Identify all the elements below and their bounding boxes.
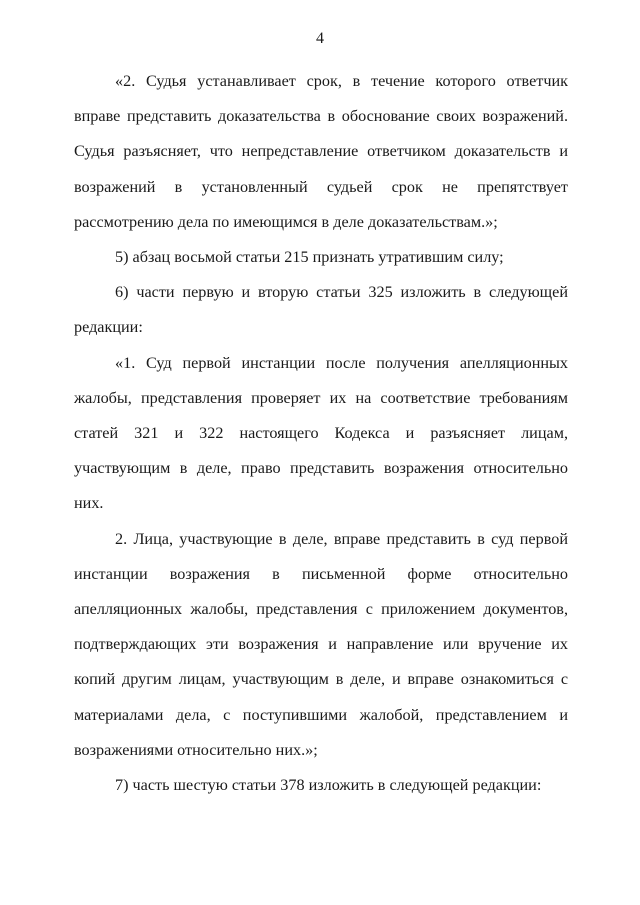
paragraph-item-5: 5) абзац восьмой статьи 215 признать утратившим силу; [115, 248, 504, 267]
paragraph-article-2-term: «2. Судья устанавливает срок, в течение которого ответчик вправе представить доказательства в обоснование своих возражений. Судья разъясняет, что непредставление ответчиком доказательств и возражений в установленный судьей срок не препятствует рассмотрению дела по имеющимся в деле доказательствам.»; [74, 72, 568, 231]
page-number: 4 [316, 30, 324, 47]
paragraph-part-1: «1. Суд первой инстанции после получения апелляционных жалобы, представления проверяет их на соответствие требованиям статей 321 и 322 настоящего Кодекса и разъясняет лицам, участвующим в деле, право представить возражения относительно них. [74, 353, 568, 513]
document-body [74, 64, 568, 803]
paragraph-item-6: 6) части первую и вторую статьи 325 изложить в следующей редакции: [74, 283, 568, 337]
paragraph-part-2: 2. Лица, участвующие в деле, вправе представить в суд первой инстанции возражения в письменной форме относительно апелляционных жалобы, представления с приложением документов, подтверждающих эти возражения и направление или вручение их копий другим лицам, участвующим в деле, и вправе ознакомиться с материалами дела, с поступившими жалобой, представлением и возражениями относительно них.»; [74, 529, 568, 759]
paragraph-item-7: 7) часть шестую статьи 378 изложить в следующей редакции: [115, 776, 542, 795]
